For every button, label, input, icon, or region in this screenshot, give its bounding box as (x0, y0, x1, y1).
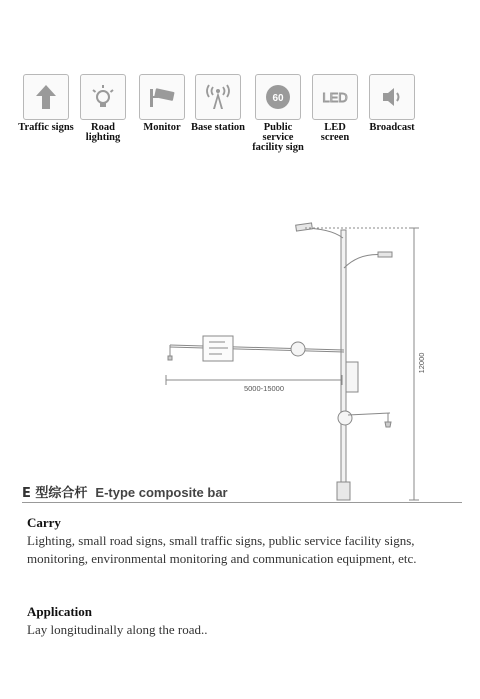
lamp-head-lower (378, 252, 392, 257)
arrow-up-icon (31, 82, 61, 112)
feature-led-screen (305, 74, 365, 143)
pole-base (337, 482, 350, 500)
svg-text:60: 60 (272, 93, 284, 104)
carry-heading: Carry (27, 515, 61, 530)
feature-public-service-sign (248, 74, 308, 153)
feature-broadcast (362, 74, 422, 133)
feature-label: Base station (191, 122, 245, 133)
caption-english: E-type composite bar (95, 485, 228, 500)
equipment-cabinet (346, 362, 358, 392)
carry-section (27, 514, 457, 568)
feature-monitor (132, 74, 192, 133)
feature-label: Road lighting (85, 122, 121, 143)
arm-length-label: 5000-15000 (243, 384, 285, 393)
arm-camera (168, 356, 172, 360)
speed-limit-sign-icon (263, 82, 293, 112)
application-body: Lay longitudinally along the road.. (27, 622, 208, 637)
lower-arm (348, 413, 390, 415)
height-label: 12000 (417, 352, 426, 374)
cctv-camera-icon (146, 82, 178, 112)
led-screen-icon (318, 82, 352, 112)
feature-label: Broadcast (369, 122, 415, 133)
application-heading: Application (27, 604, 93, 619)
application-section (27, 603, 457, 639)
feature-label: LED screen (320, 122, 350, 143)
speaker-icon (377, 82, 407, 112)
arm-round-sign (291, 342, 305, 356)
caption-chinese: E 型综合杆 (22, 486, 88, 501)
feature-icons-row (0, 0, 480, 153)
lower-arm-camera (385, 422, 391, 427)
pole-round-sign (338, 411, 352, 425)
feature-label: Monitor (143, 122, 181, 133)
lightbulb-icon (88, 82, 118, 112)
feature-road-lighting (73, 74, 133, 143)
diagram-caption (22, 482, 228, 501)
pole-shaft (341, 230, 346, 500)
svg-text:LED: LED (322, 90, 348, 105)
feature-label: Public service facility sign (252, 122, 304, 153)
antenna-tower-icon (202, 82, 234, 112)
feature-traffic-signs (16, 74, 76, 133)
carry-body: Lighting, small road signs, small traffic signs, public service facility signs, monitoring, environmental monitoring and communication equipment, etc. (27, 533, 417, 566)
caption-divider (22, 502, 462, 503)
composite-pole-diagram (0, 200, 480, 510)
feature-label: Traffic signs (18, 122, 74, 133)
lamp-head-upper (296, 223, 313, 231)
feature-base-station (188, 74, 248, 133)
